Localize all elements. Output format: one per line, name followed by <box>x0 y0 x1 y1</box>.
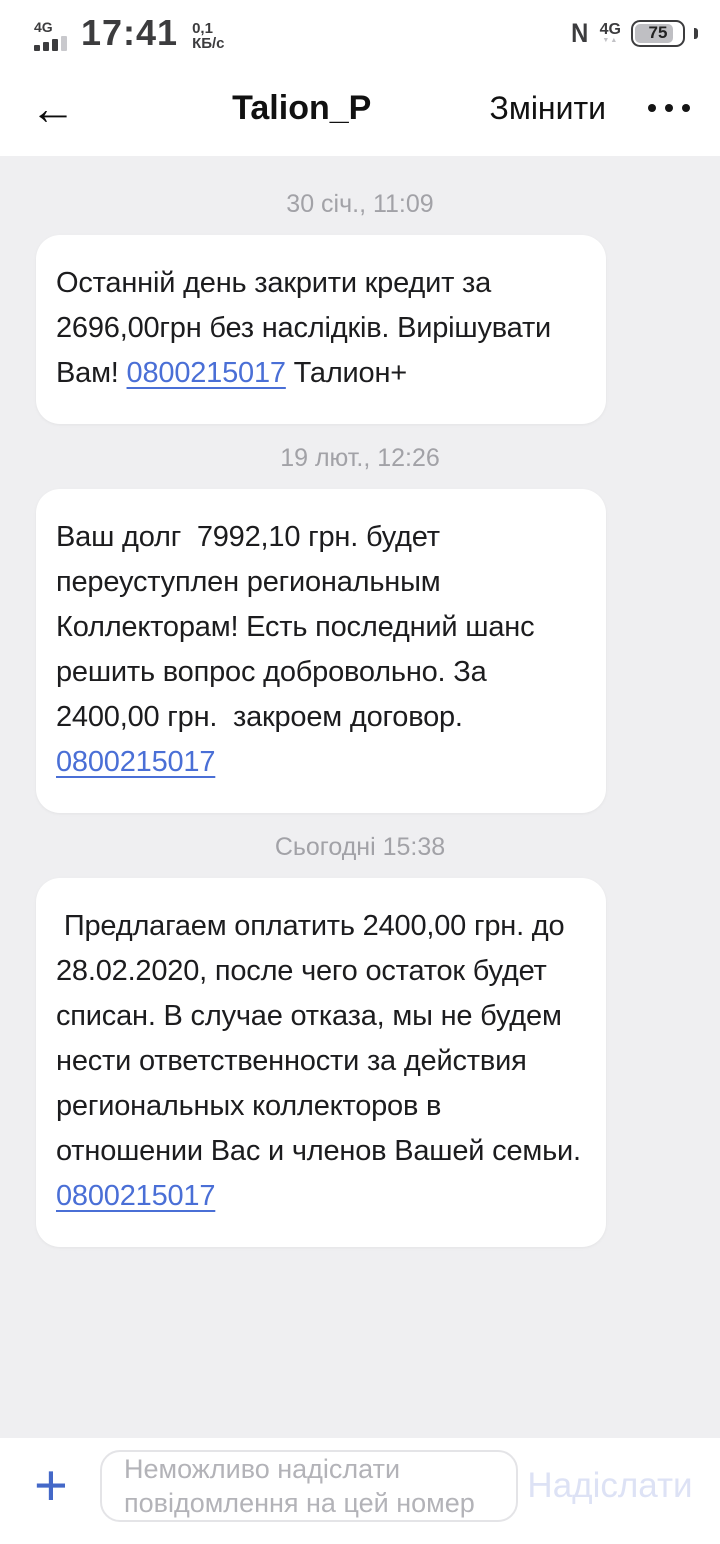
conversation-title: Talion_P <box>232 88 372 127</box>
date-separator: Сьогодні 15:38 <box>274 833 446 861</box>
message-list[interactable] <box>0 156 720 1438</box>
data-rate-value: 0,1 <box>192 20 213 37</box>
message-text <box>56 515 586 785</box>
message-text-part: Предлагаем оплатить 2400,00 грн. до 28.02.2020, после чего остаток будет списан. В случае отказа, мы не будем нести ответственности за действия региональных коллекторов в отношении Вас и членов Вашей семьи. <box>56 910 589 1167</box>
battery-icon <box>631 20 685 47</box>
phone-number-link[interactable]: 0800215017 <box>56 746 216 778</box>
network-type-label: 4G <box>34 19 53 35</box>
message-text-part: Останній день закрити кредит за 2696,00грн без наслідків. Вирішувати Вам! <box>56 267 559 389</box>
message-bubble[interactable] <box>36 235 606 424</box>
network-type-right-label: 4G <box>599 20 621 38</box>
phone-number-link[interactable]: 0800215017 <box>56 1180 216 1212</box>
phone-number-link[interactable]: 0800215017 <box>126 357 286 389</box>
attach-plus-icon[interactable]: + <box>34 1453 68 1518</box>
message-bubble[interactable] <box>36 878 606 1247</box>
message-composer <box>0 1438 720 1544</box>
status-bar <box>0 0 720 60</box>
signal-strength-icon <box>34 21 67 51</box>
data-updown-arrows-icon: ▼▲ <box>602 36 619 44</box>
data-rate-unit: КБ/с <box>192 35 225 52</box>
status-right-cluster <box>570 17 698 48</box>
back-arrow-icon[interactable]: ← <box>30 82 76 134</box>
status-left-cluster <box>34 12 225 53</box>
message-input-placeholder: Неможливо надіслати повідомлення на цей номер <box>124 1454 475 1518</box>
conversation-header <box>0 60 720 156</box>
edit-button[interactable]: Змінити <box>489 89 606 126</box>
clock-time: 17:41 <box>81 12 179 53</box>
data-rate-indicator <box>192 21 224 51</box>
message-text-part: Талион+ <box>285 357 408 389</box>
mobile-data-icon <box>599 20 621 44</box>
date-separator: 30 січ., 11:09 <box>286 190 434 218</box>
message-input[interactable] <box>100 1450 518 1522</box>
send-button[interactable]: Надіслати <box>527 1466 693 1505</box>
more-options-icon[interactable] <box>646 94 692 122</box>
message-bubble[interactable] <box>36 489 606 813</box>
message-text <box>56 261 586 396</box>
nfc-icon: N <box>571 17 589 48</box>
message-text-part: Ваш долг 7992,10 грн. будет переуступлен региональным Коллекторам! Есть последний шанс решить вопрос добровольно. За 2400,00 грн. закроем договор. <box>56 521 543 733</box>
message-text <box>56 904 589 1219</box>
date-separator: 19 лют., 12:26 <box>280 444 440 472</box>
signal-bars-icon <box>34 36 67 51</box>
battery-percent: 75 <box>648 23 668 42</box>
battery-cap <box>694 28 698 39</box>
